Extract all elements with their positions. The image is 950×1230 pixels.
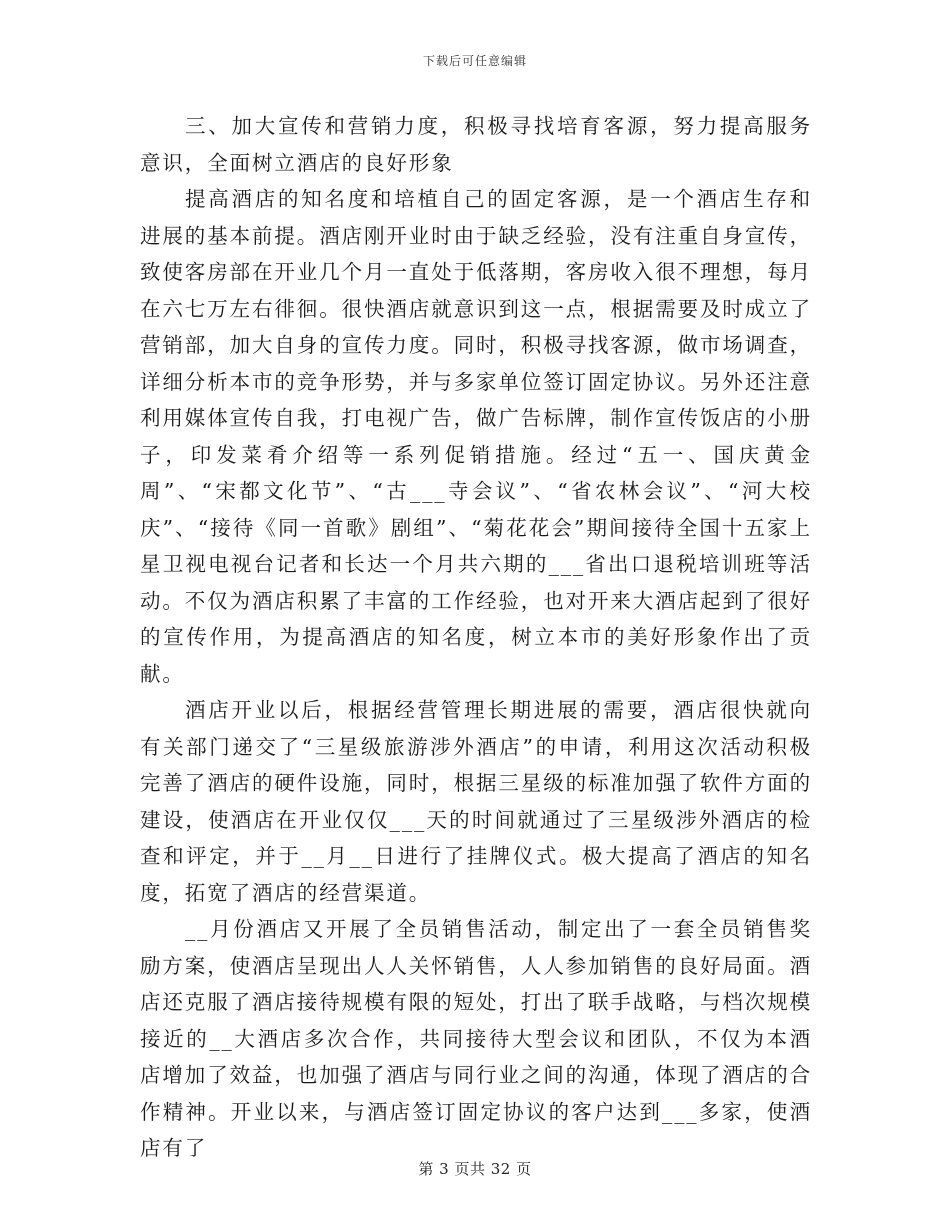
page-header: 下载后可任意编辑 <box>422 54 527 68</box>
page-number: 第 3 页共 32 页 <box>418 1160 532 1178</box>
paragraph: 酒店开业以后，根据经营管理长期进展的需要，酒店很快就向有关部门递交了“三星级旅游涉外酒店”的申请，利用这次活动积极完善了酒店的硬件设施，同时，根据三星级的标准加强了软件方面的建设，使酒店在开业仅仅___天的时间就通过了三星级涉外酒店的检查和评定，并于__月__日进行了挂牌仪式。极大提高了酒店的知名度，拓宽了酒店的经营渠道。 <box>140 698 812 905</box>
document-body <box>140 108 812 1167</box>
paragraph: __月份酒店又开展了全员销售活动，制定出了一套全员销售奖励方案，使酒店呈现出人人关怀销售，人人参加销售的良好局面。酒店还克服了酒店接待规模有限的短处，打出了联手战略，与档次规模接近的__大酒店多次合作，共同接待大型会议和团队，不仅为本酒店增加了效益，也加强了酒店与同行业之间的沟通，体现了酒店的合作精神。开业以来，与酒店签订固定协议的客户达到___多家，使酒店有了 <box>140 917 812 1160</box>
paragraph: 提高酒店的知名度和培植自己的固定客源，是一个酒店生存和进展的基本前提。酒店刚开业时由于缺乏经验，没有注重自身宣传，致使客房部在开业几个月一直处于低落期，客房收入很不理想，每月在六七万左右徘徊。很快酒店就意识到这一点，根据需要及时成立了营销部，加大自身的宣传力度。同时，积极寻找客源，做市场调查，详细分析本市的竞争形势，并与多家单位签订固定协议。另外还注意利用媒体宣传自我，打电视广告，做广告标牌，制作宣传饭店的小册子，印发菜肴介绍等一系列促销措施。经过“五一、国庆黄金周”、“宋都文化节”、“古___寺会议”、“省农林会议”、“河大校庆”、“接待《同一首歌》剧组”、“菊花花会”期间接待全国十五家上星卫视电视台记者和长达一个月共六期的___省出口退税培训班等活动。不仅为酒店积累了丰富的工作经验，也对开来大酒店起到了很好的宣传作用，为提高酒店的知名度，树立本市的美好形象作出了贡献。 <box>140 187 812 686</box>
section-heading: 三、加大宣传和营销力度，积极寻找培育客源，努力提高服务意识，全面树立酒店的良好形象 <box>140 114 812 175</box>
